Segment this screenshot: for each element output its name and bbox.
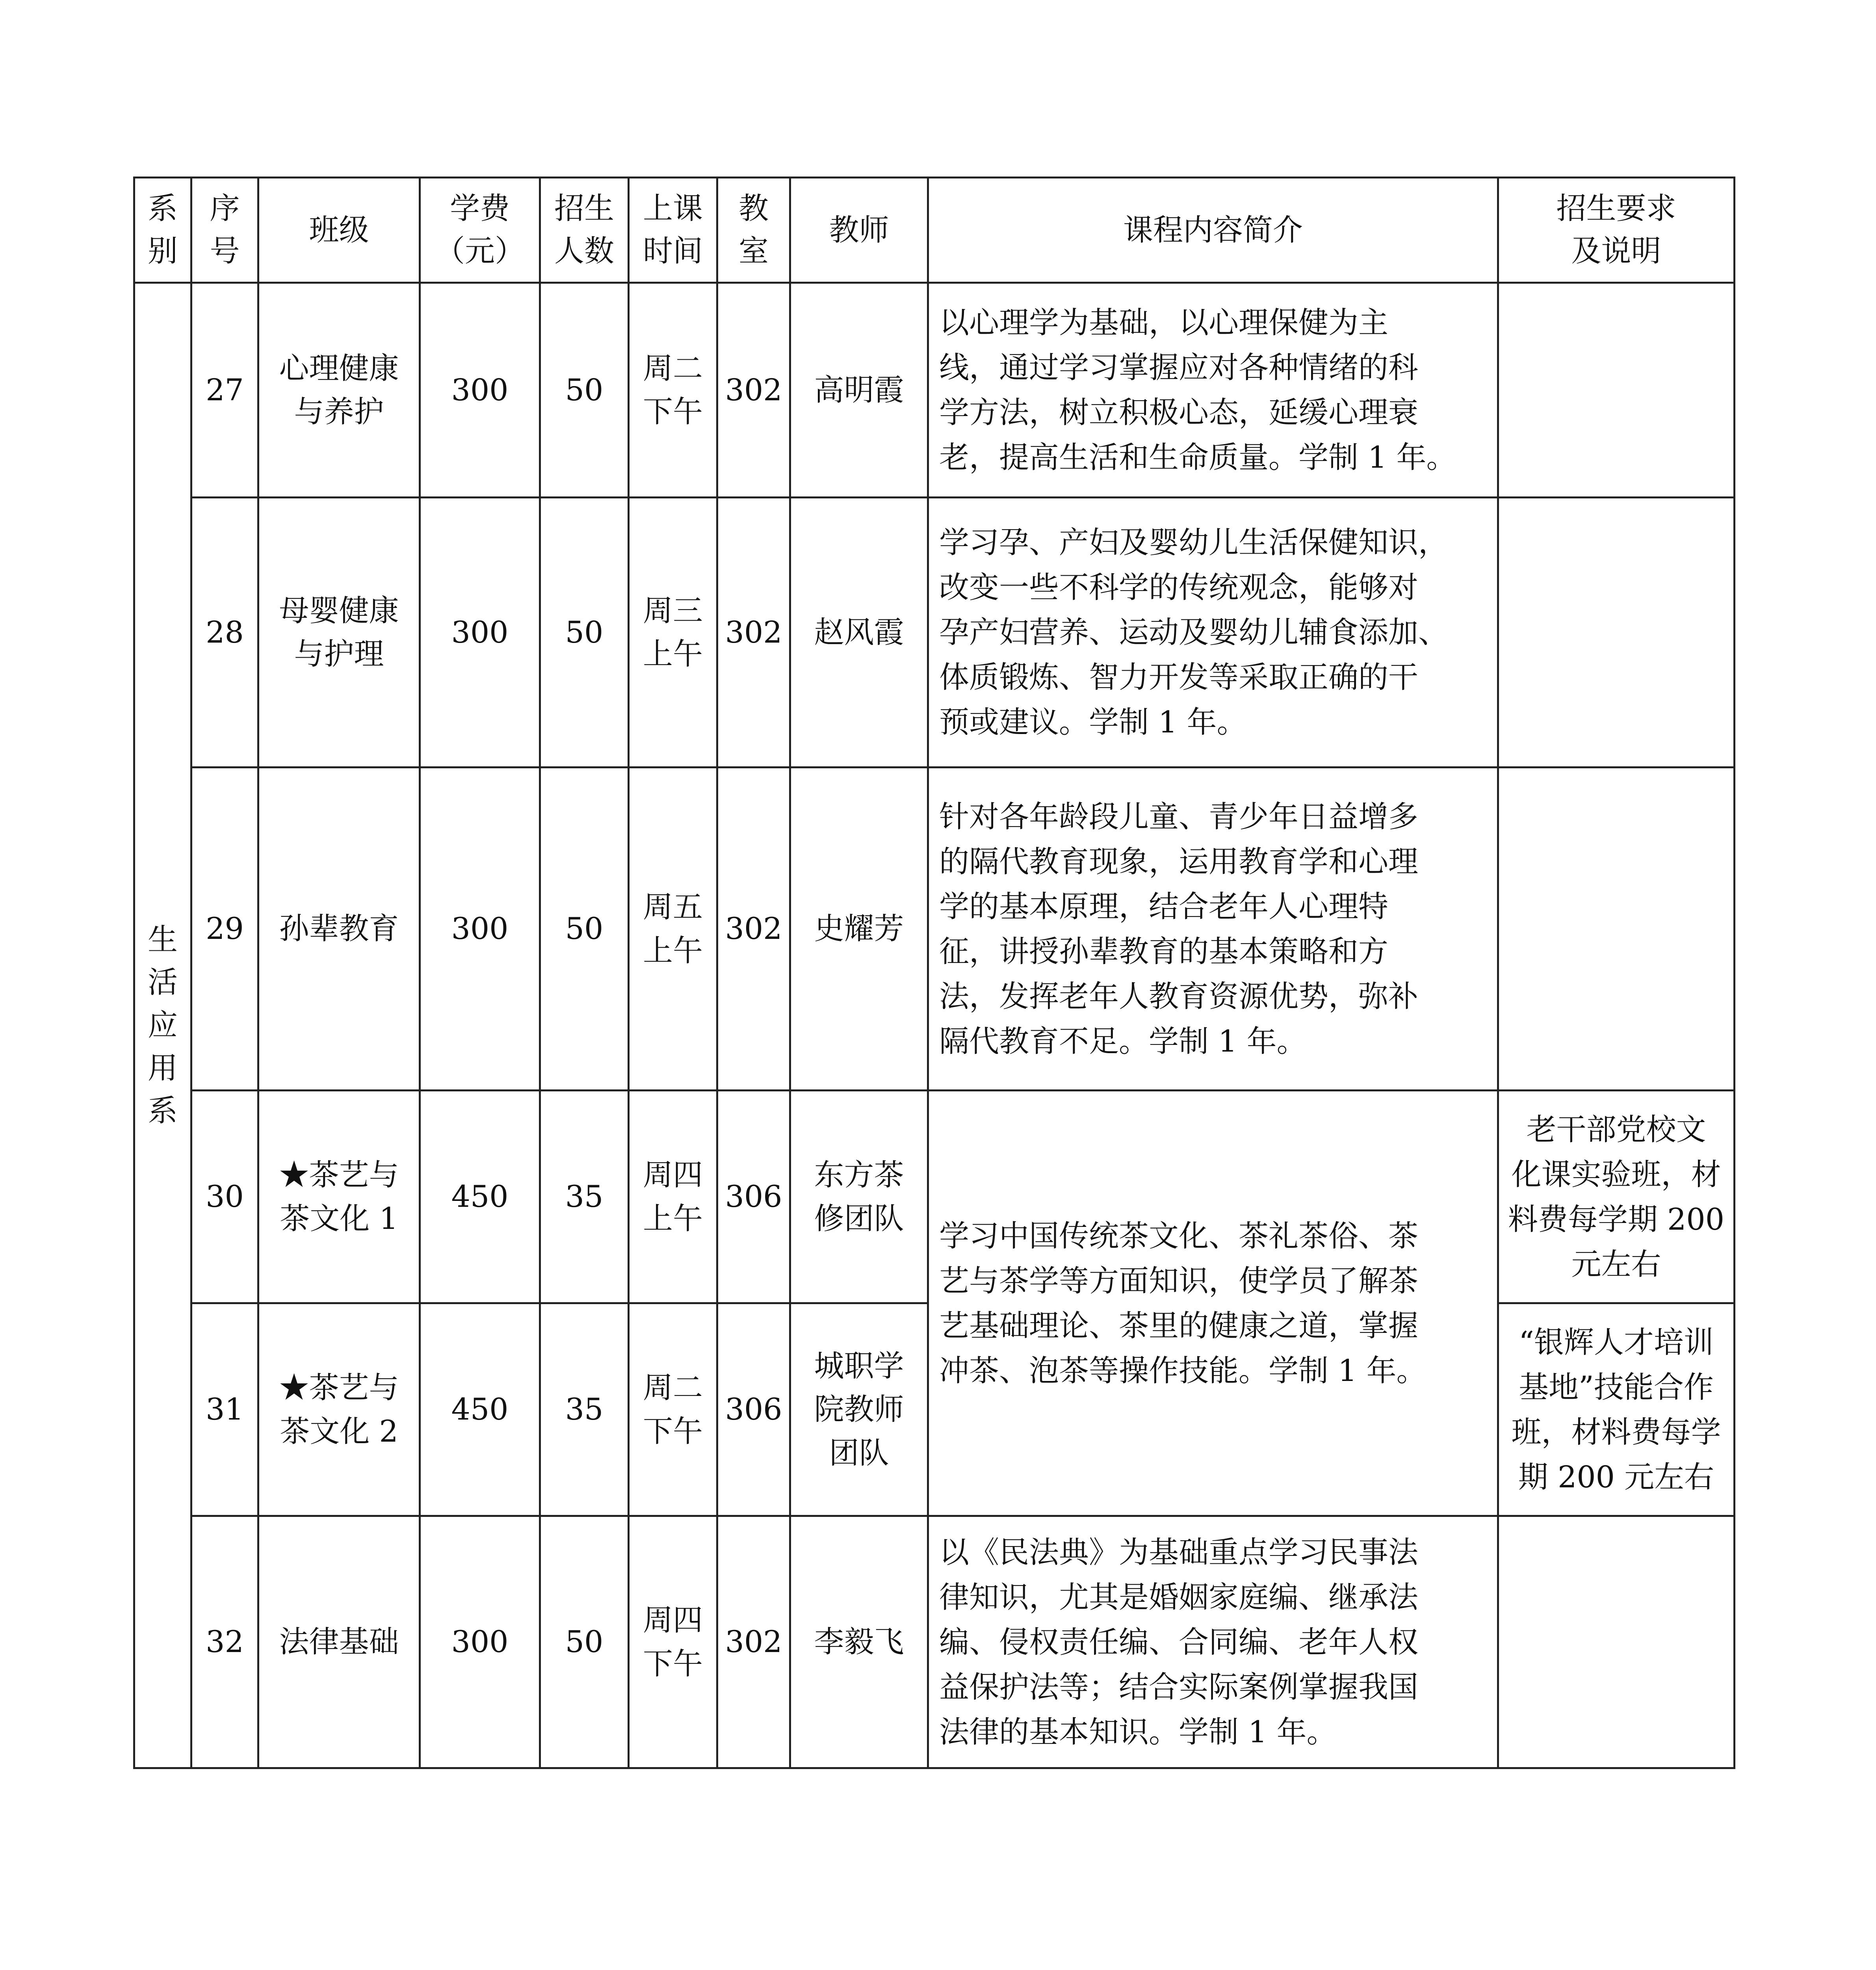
room: 302 — [717, 283, 790, 498]
fee: 300 — [420, 283, 540, 498]
class-name: 孙辈教育 — [258, 768, 420, 1091]
room: 302 — [717, 768, 790, 1091]
quota: 50 — [540, 1516, 629, 1768]
header-department: 系 别 — [134, 178, 191, 283]
course-description: 以心理学为基础，以心理保健为主 线，通过学习掌握应对各种情绪的科 学方法，树立积极心态，延缓心理衰 老，提高生活和生命质量。学制 1 年。 — [928, 283, 1498, 498]
room: 306 — [717, 1091, 790, 1303]
table-header-row — [134, 178, 1735, 283]
class-time: 周二 下午 — [629, 1303, 717, 1516]
header-time: 上课 时间 — [629, 178, 717, 283]
fee: 450 — [420, 1091, 540, 1303]
class-time: 周三 上午 — [629, 498, 717, 768]
header-number: 序 号 — [191, 178, 258, 283]
teacher: 高明霞 — [790, 283, 928, 498]
enrollment-note — [1498, 768, 1735, 1091]
course-table — [133, 177, 1735, 1769]
class-name: 心理健康 与养护 — [258, 283, 420, 498]
table-row — [134, 1091, 1735, 1303]
class-time: 周四 下午 — [629, 1516, 717, 1768]
row-number: 29 — [191, 768, 258, 1091]
header-fee: 学费 （元） — [420, 178, 540, 283]
header-notes: 招生要求 及说明 — [1498, 178, 1735, 283]
class-name: 法律基础 — [258, 1516, 420, 1768]
enrollment-note — [1498, 1516, 1735, 1768]
enrollment-note — [1498, 283, 1735, 498]
teacher: 东方茶 修团队 — [790, 1091, 928, 1303]
class-name: 母婴健康 与护理 — [258, 498, 420, 768]
row-number: 27 — [191, 283, 258, 498]
course-description-shared: 学习中国传统茶文化、茶礼茶俗、茶 艺与茶学等方面知识，使学员了解茶 艺基础理论、茶里的健康之道，掌握 冲茶、泡茶等操作技能。学制 1 年。 — [928, 1091, 1498, 1516]
header-quota: 招生 人数 — [540, 178, 629, 283]
table-row — [134, 768, 1735, 1091]
room: 302 — [717, 1516, 790, 1768]
table-row — [134, 283, 1735, 498]
table-row — [134, 1516, 1735, 1768]
teacher: 城职学 院教师 团队 — [790, 1303, 928, 1516]
quota: 50 — [540, 283, 629, 498]
fee: 300 — [420, 1516, 540, 1768]
department-cell — [134, 283, 191, 1768]
header-description: 课程内容简介 — [928, 178, 1498, 283]
row-number: 30 — [191, 1091, 258, 1303]
course-description: 学习孕、产妇及婴幼儿生活保健知识， 改变一些不科学的传统观念，能够对 孕产妇营养、运动及婴幼儿辅食添加、 体质锻炼、智力开发等采取正确的干 预或建议。学制 1 年。 — [928, 498, 1498, 768]
course-description: 以《民法典》为基础重点学习民事法 律知识，尤其是婚姻家庭编、继承法 编、侵权责任编、合同编、老年人权 益保护法等；结合实际案例掌握我国 法律的基本知识。学制 1 年。 — [928, 1516, 1498, 1768]
header-room: 教 室 — [717, 178, 790, 283]
class-name: ★茶艺与 茶文化 1 — [258, 1091, 420, 1303]
header-class: 班级 — [258, 178, 420, 283]
quota: 35 — [540, 1303, 629, 1516]
row-number: 28 — [191, 498, 258, 768]
teacher: 赵风霞 — [790, 498, 928, 768]
quota: 35 — [540, 1091, 629, 1303]
class-time: 周五 上午 — [629, 768, 717, 1091]
class-time: 周二 下午 — [629, 283, 717, 498]
teacher: 史耀芳 — [790, 768, 928, 1091]
room: 302 — [717, 498, 790, 768]
row-number: 32 — [191, 1516, 258, 1768]
fee: 300 — [420, 768, 540, 1091]
room: 306 — [717, 1303, 790, 1516]
row-number: 31 — [191, 1303, 258, 1516]
quota: 50 — [540, 498, 629, 768]
teacher: 李毅飞 — [790, 1516, 928, 1768]
enrollment-note: “银辉人才培训 基地”技能合作 班，材料费每学 期 200 元左右 — [1498, 1303, 1735, 1516]
fee: 450 — [420, 1303, 540, 1516]
fee: 300 — [420, 498, 540, 768]
enrollment-note — [1498, 498, 1735, 768]
class-name: ★茶艺与 茶文化 2 — [258, 1303, 420, 1516]
header-teacher: 教师 — [790, 178, 928, 283]
department-label: 生活应用系 — [148, 922, 178, 1128]
class-time: 周四 上午 — [629, 1091, 717, 1303]
table-row — [134, 498, 1735, 768]
course-description: 针对各年龄段儿童、青少年日益增多 的隔代教育现象，运用教育学和心理 学的基本原理，结合老年人心理特 征，讲授孙辈教育的基本策略和方 法，发挥老年人教育资源优势，弥补 隔代教育不足。学制 1 年。 — [928, 768, 1498, 1091]
enrollment-note: 老干部党校文 化课实验班，材 料费每学期 200 元左右 — [1498, 1091, 1735, 1303]
quota: 50 — [540, 768, 629, 1091]
